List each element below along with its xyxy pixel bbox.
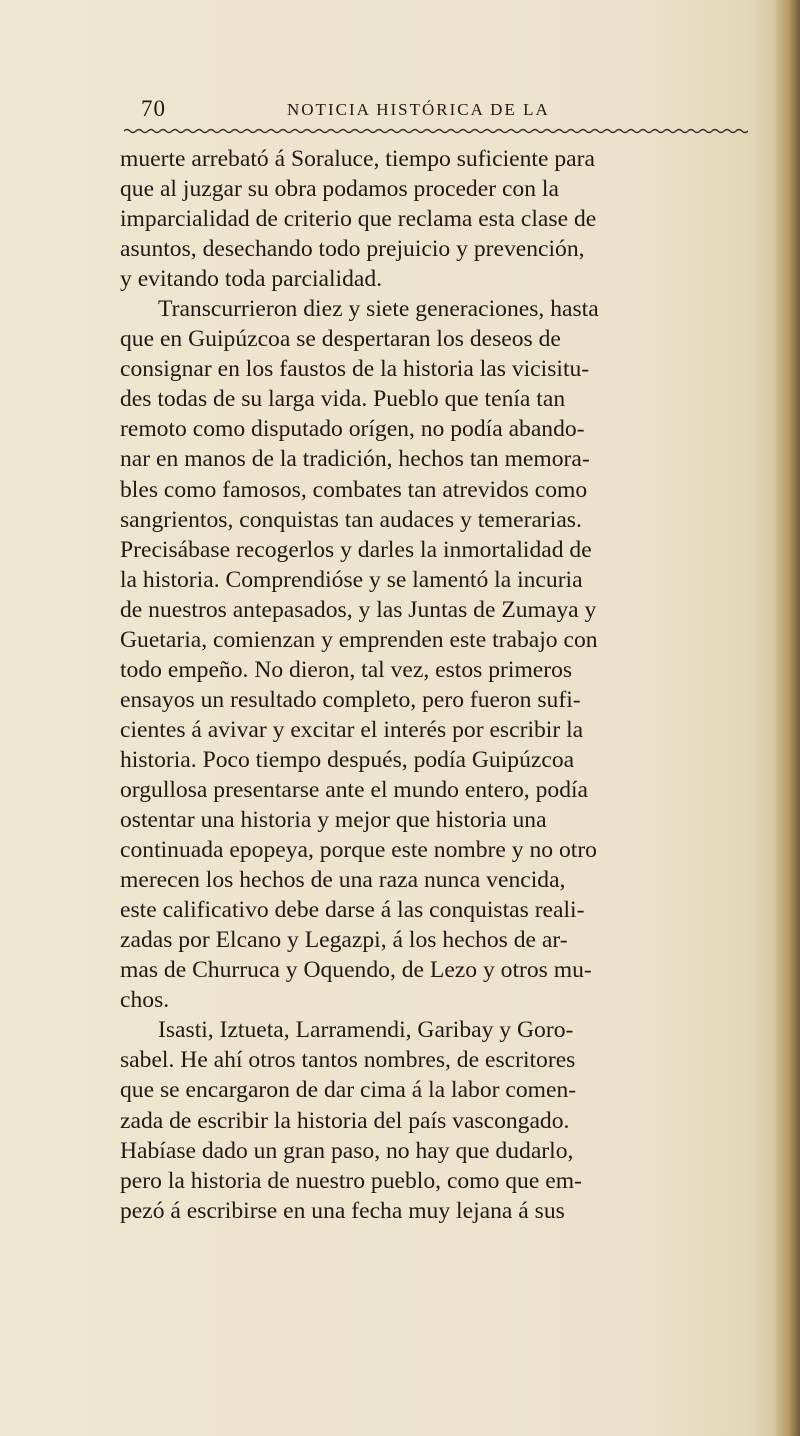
text-line: todo empeño. No dieron, tal vez, estos primeros [120, 656, 573, 683]
text-line: cientes á avivar y excitar el interés por escribir la [120, 716, 584, 743]
text-line: Transcurrieron diez y siete generaciones, hasta [158, 296, 599, 323]
text-line: nar en manos de la tradición, hechos tan memora- [120, 446, 590, 473]
text-line: Isasti, Iztueta, Larramendi, Garibay y Goro- [158, 1017, 574, 1044]
text-line: zada de escribir la historia del país vascongado. [120, 1107, 570, 1134]
text-line: que al juzgar su obra podamos proceder con la [120, 176, 559, 203]
text-line: bles como famosos, combates tan atrevidos como [120, 476, 588, 503]
text-line: continuada epopeya, porque este nombre y no otro [120, 837, 597, 864]
text-line: orgullosa presentarse ante el mundo entero, podía [120, 776, 589, 803]
text-line: y evitando toda parcialidad. [120, 266, 383, 293]
running-header [137, 96, 747, 126]
text-line: que en Guipúzcoa se despertaran los deseos de [120, 326, 561, 353]
text-line: historia. Poco tiempo después, podía Guipúzcoa [120, 746, 575, 773]
running-title: NOTICIA HISTÓRICA DE LA [287, 100, 550, 119]
text-line: la historia. Comprendióse y se lamentó la incuria [120, 566, 583, 593]
text-line: remoto como disputado orígen, no podía abando- [120, 416, 585, 443]
text-line: sangrientos, conquistas tan audaces y temerarias. [120, 506, 582, 533]
text-line: imparcialidad de criterio que reclama esta clase de [120, 206, 597, 233]
text-line: pezó á escribirse en una fecha muy lejana á sus [120, 1197, 565, 1224]
page-number: 70 [141, 96, 166, 121]
body-text [120, 144, 770, 1226]
text-line: chos. [120, 987, 170, 1014]
text-line: consignar en los faustos de la historia las vicisitu- [120, 356, 590, 383]
text-line: mas de Churruca y Oquendo, de Lezo y otros mu- [120, 957, 592, 984]
text-line: ensayos un resultado completo, pero fueron sufi- [120, 686, 581, 713]
text-line: asuntos, desechando todo prejuicio y prevención, [120, 236, 585, 263]
text-line: zadas por Elcano y Legazpi, á los hechos de ar- [120, 927, 568, 954]
page-edge-shadow [774, 0, 800, 1436]
text-line: ostentar una historia y mejor que historia una [120, 807, 547, 834]
text-line: sabel. He ahí otros tantos nombres, de escritores [120, 1047, 576, 1074]
text-line: Precisábase recogerlos y darles la inmortalidad de [120, 536, 592, 563]
text-line: este calificativo debe darse á las conquistas reali- [120, 897, 585, 924]
text-line: pero la historia de nuestro pueblo, como que em- [120, 1167, 582, 1194]
text-line: muerte arrebató á Soraluce, tiempo suficiente para [120, 146, 595, 172]
text-line: de nuestros antepasados, y las Juntas de Zumaya y [120, 596, 597, 623]
text-line: Habíase dado un gran paso, no hay que dudarlo, [120, 1137, 574, 1164]
text-line: des todas de su larga vida. Pueblo que tenía tan [120, 386, 566, 413]
text-line: Guetaria, comienzan y emprenden este trabajo con [120, 626, 598, 653]
decorative-header-rule [124, 128, 748, 134]
text-line: que se encargaron de dar cima á la labor comen- [120, 1077, 577, 1104]
text-line: merecen los hechos de una raza nunca vencida, [120, 867, 566, 894]
